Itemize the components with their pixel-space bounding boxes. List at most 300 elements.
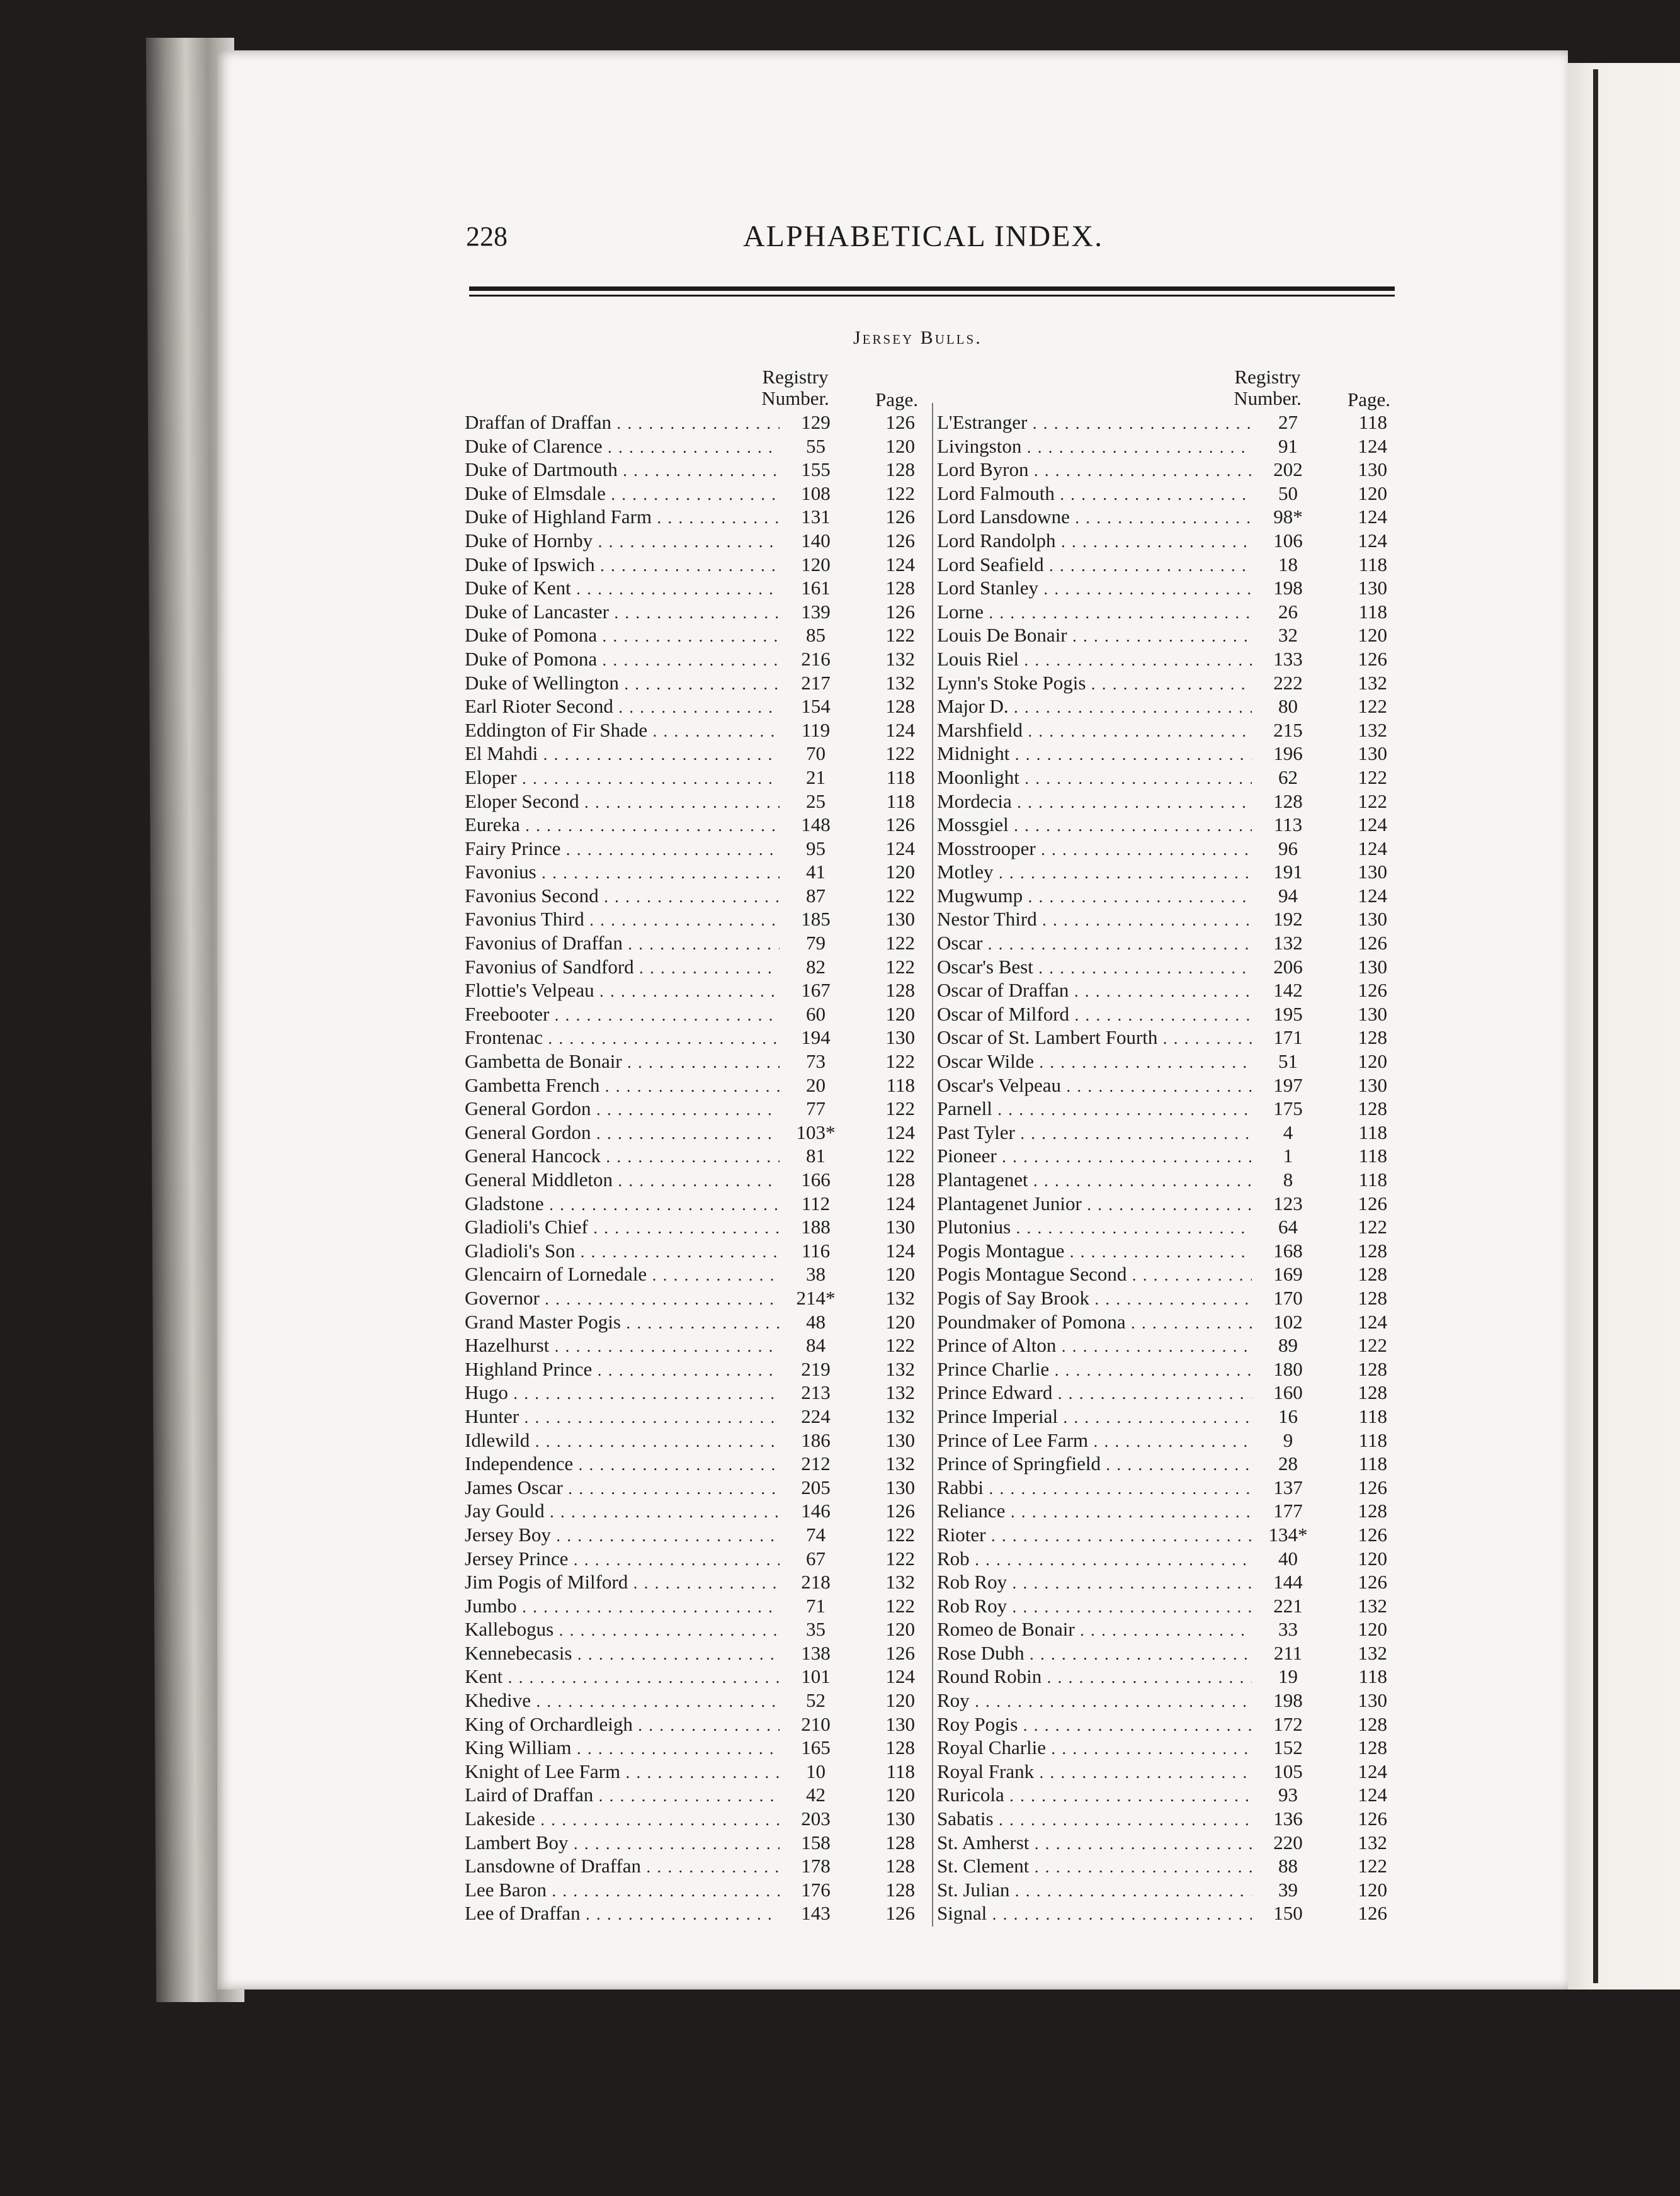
registry-number: 185 (801, 908, 831, 931)
page-reference: 132 (885, 1405, 915, 1427)
entry-name: Independence . . . (465, 1452, 780, 1477)
index-entry (937, 837, 1390, 861)
registry-number: 116 (801, 1239, 831, 1262)
index-entry (937, 790, 1390, 813)
page-reference: 124 (1358, 813, 1387, 836)
registry-number: 25 (806, 790, 826, 812)
index-entry (937, 647, 1390, 671)
page-reference: 130 (885, 1808, 915, 1830)
entry-name: Prince of Alton . . . (937, 1333, 1252, 1359)
entry-name: Rabbi . . . (937, 1476, 1252, 1501)
index-entry (465, 694, 918, 718)
index-entry (937, 1144, 1390, 1168)
entry-name: Duke of Elmsdale . . . (465, 482, 780, 507)
entry-name: Past Tyler . . . (937, 1121, 1252, 1146)
page-reference: 118 (1358, 411, 1387, 433)
entry-name: Jim Pogis of Milford . . . (465, 1570, 780, 1595)
page-reference: 124 (885, 1239, 915, 1262)
registry-number: 80 (1278, 695, 1298, 718)
index-entry (465, 1429, 918, 1452)
index-entry (937, 1097, 1390, 1121)
page-header: Page. (875, 388, 918, 410)
index-entry (465, 860, 918, 884)
entry-name: Idlewild . . . (465, 1429, 780, 1454)
entry-name: Hazelhurst . . . (465, 1333, 780, 1359)
index-entry (465, 1452, 918, 1476)
index-entry (937, 1452, 1390, 1476)
page-reference: 130 (1358, 1689, 1387, 1712)
registry-number: 192 (1273, 908, 1303, 931)
registry-label: Registry (762, 366, 829, 388)
entry-name: Plantagenet Junior . . . (937, 1192, 1252, 1217)
registry-number: 48 (806, 1310, 826, 1333)
registry-number: 133 (1273, 647, 1303, 670)
page-reference: 132 (885, 1286, 915, 1309)
entry-name: Oscar of Milford . . . (937, 1002, 1252, 1027)
registry-number: 79 (806, 932, 826, 954)
page-reference: 122 (885, 1523, 915, 1546)
registry-number: 70 (806, 742, 826, 765)
page-reference: 128 (1358, 1239, 1387, 1262)
entry-name: Plantagenet . . . (937, 1168, 1252, 1193)
page-reference: 128 (1358, 1286, 1387, 1309)
entry-name: St. Clement . . . (937, 1854, 1252, 1879)
page-reference: 130 (885, 1216, 915, 1238)
entry-name: Lord Byron . . . (937, 458, 1252, 483)
page-reference: 128 (885, 1855, 915, 1877)
registry-number: 28 (1278, 1452, 1298, 1475)
registry-number: 165 (801, 1736, 831, 1759)
entry-name: Major D. . . . (937, 694, 1252, 720)
entry-name: Duke of Pomona . . . (465, 647, 780, 672)
page-reference: 118 (1358, 553, 1387, 575)
entry-name: Lynn's Stoke Pogis . . . (937, 671, 1252, 696)
registry-number: 131 (801, 506, 831, 528)
page-reference: 128 (885, 458, 915, 481)
registry-number: 206 (1273, 955, 1303, 978)
index-entry (937, 1429, 1390, 1452)
index-entry (937, 1476, 1390, 1500)
entry-name: Moonlight . . . (937, 766, 1252, 791)
page-reference: 126 (885, 1641, 915, 1664)
entry-name: Royal Frank . . . (937, 1760, 1252, 1785)
index-entry (465, 1854, 918, 1878)
index-entry (465, 955, 918, 979)
entry-name: King of Orchardleigh . . . (465, 1712, 780, 1738)
index-entry (465, 1097, 918, 1121)
index-entry (937, 1333, 1390, 1357)
registry-number: 55 (806, 434, 826, 457)
registry-number: 96 (1278, 837, 1298, 859)
entry-name: Jay Gould . . . (465, 1499, 780, 1524)
entry-name: Draffan of Draffan . . . (465, 410, 780, 436)
page-reference: 128 (885, 979, 915, 1002)
registry-number: 93 (1278, 1784, 1298, 1806)
entry-name: Rose Dubh . . . (937, 1641, 1252, 1667)
index-entry (465, 1286, 918, 1310)
registry-number: 77 (806, 1097, 826, 1120)
registry-number: 128 (1273, 790, 1303, 812)
registry-number: 170 (1273, 1286, 1303, 1309)
entry-name: Favonius of Draffan . . . (465, 931, 780, 956)
registry-number: 88 (1278, 1855, 1298, 1877)
registry-number: 71 (806, 1594, 826, 1617)
page-reference: 124 (1358, 434, 1387, 457)
registry-number: 50 (1278, 482, 1298, 504)
page-reference: 120 (885, 1310, 915, 1333)
entry-name: Frontenac . . . (465, 1026, 780, 1051)
index-entry (937, 482, 1390, 506)
registry-number: 35 (806, 1618, 826, 1641)
entry-name: Midnight . . . (937, 742, 1252, 767)
entry-name: Prince Charlie . . . (937, 1357, 1252, 1383)
registry-number: 175 (1273, 1097, 1303, 1120)
page-reference: 120 (885, 861, 915, 883)
index-entry (937, 600, 1390, 624)
registry-number: 91 (1278, 434, 1298, 457)
registry-number: 198 (1273, 1689, 1303, 1712)
page-reference: 118 (886, 1073, 915, 1096)
page-reference: 126 (1358, 1902, 1387, 1925)
registry-number: 155 (801, 458, 831, 481)
entry-name: Pogis of Say Brook . . . (937, 1286, 1252, 1311)
index-entry (465, 1831, 918, 1855)
index-entry (465, 1783, 918, 1807)
page-reference: 130 (1358, 861, 1387, 883)
entry-name: Pioneer . . . (937, 1144, 1252, 1169)
index-entry (937, 1499, 1390, 1523)
registry-number: 146 (801, 1500, 831, 1522)
column-header-right (937, 366, 1390, 410)
registry-number: 62 (1278, 766, 1298, 788)
page-reference: 118 (1358, 1145, 1387, 1167)
page-reference: 122 (885, 742, 915, 765)
page-reference: 122 (1358, 695, 1387, 718)
index-entry (465, 1002, 918, 1026)
registry-number: 132 (1273, 932, 1303, 954)
index-entry (937, 718, 1390, 742)
page-reference: 130 (885, 1429, 915, 1451)
index-entry (937, 434, 1390, 458)
entry-name: Rob Roy . . . (937, 1570, 1252, 1595)
index-entry (937, 1547, 1390, 1571)
page-reference: 126 (1358, 932, 1387, 954)
registry-number: 27 (1278, 411, 1298, 433)
entry-name: Mordecia . . . (937, 790, 1252, 815)
registry-number: 106 (1273, 529, 1303, 552)
page-reference: 124 (885, 1665, 915, 1688)
index-entry (937, 576, 1390, 600)
registry-number: 8 (1283, 1169, 1293, 1191)
page-reference: 120 (885, 1002, 915, 1025)
page-reference: 124 (1358, 1760, 1387, 1782)
page-reference: 128 (885, 1878, 915, 1901)
index-entry (937, 1901, 1390, 1925)
page-reference: 126 (885, 600, 915, 623)
registry-number: 42 (806, 1784, 826, 1806)
entry-name: L'Estranger . . . (937, 410, 1252, 436)
index-entry (937, 766, 1390, 790)
page-reference: 124 (885, 837, 915, 859)
registry-number: 213 (801, 1381, 831, 1404)
registry-number: 166 (801, 1169, 831, 1191)
registry-number: 176 (801, 1878, 831, 1901)
entry-name: Louis Riel . . . (937, 647, 1252, 672)
entry-name: Jersey Prince . . . (465, 1547, 780, 1572)
entry-name: Ruricola . . . (937, 1783, 1252, 1808)
registry-number: 60 (806, 1002, 826, 1025)
entry-name: Duke of Hornby . . . (465, 529, 780, 554)
page-reference: 132 (885, 1381, 915, 1404)
page-reference: 120 (1358, 1050, 1387, 1073)
entry-name: Eddington of Fir Shade . . . (465, 718, 780, 744)
index-entry (465, 766, 918, 790)
registry-label: Registry (1234, 366, 1301, 388)
entry-name: King William . . . (465, 1736, 780, 1761)
index-entry (465, 1760, 918, 1784)
registry-number: 178 (801, 1855, 831, 1877)
page-reference: 130 (885, 1026, 915, 1049)
registry-number: 16 (1278, 1405, 1298, 1427)
entry-name: Knight of Lee Farm . . . (465, 1760, 780, 1785)
index-entry (465, 907, 918, 931)
index-entry (465, 1617, 918, 1641)
index-entry (465, 1665, 918, 1689)
registry-number: 19 (1278, 1665, 1298, 1688)
registry-number: 98* (1273, 506, 1303, 528)
registry-number: 9 (1283, 1429, 1293, 1451)
entry-name: Livingston . . . (937, 434, 1252, 460)
page-reference: 132 (1358, 1641, 1387, 1664)
registry-number: 10 (806, 1760, 826, 1782)
entry-name: Eloper Second . . . (465, 790, 780, 815)
entry-name: Oscar Wilde . . . (937, 1050, 1252, 1075)
registry-number: 138 (801, 1641, 831, 1664)
index-entry (465, 1547, 918, 1571)
page-reference: 130 (1358, 1002, 1387, 1025)
entry-name: Pogis Montague Second . . . (937, 1262, 1252, 1288)
page-header: Page. (1347, 388, 1390, 410)
index-entry (465, 600, 918, 624)
registry-number: 136 (1273, 1808, 1303, 1830)
entry-name: Prince Imperial . . . (937, 1405, 1252, 1430)
index-column-left (465, 366, 918, 1925)
entry-name: Duke of Clarence . . . (465, 434, 780, 460)
index-list-left (465, 410, 918, 1925)
page-reference: 124 (1358, 837, 1387, 859)
page-reference: 128 (1358, 1712, 1387, 1735)
entry-name: St. Julian . . . (937, 1878, 1252, 1903)
entry-name: Pogis Montague . . . (937, 1239, 1252, 1264)
registry-number: 81 (806, 1145, 826, 1167)
header-rule-thin (469, 295, 1395, 297)
registry-number: 51 (1278, 1050, 1298, 1073)
index-entry (465, 1310, 918, 1334)
entry-name: Highland Prince . . . (465, 1357, 780, 1383)
page-reference: 126 (1358, 1523, 1387, 1546)
page-reference: 120 (885, 1263, 915, 1286)
page-reference: 124 (1358, 884, 1387, 907)
entry-name: Lord Falmouth . . . (937, 482, 1252, 507)
index-entry (937, 1239, 1390, 1263)
index-entry (937, 1523, 1390, 1547)
registry-number: 186 (801, 1429, 831, 1451)
page-number: 228 (466, 221, 508, 252)
index-entry (937, 1121, 1390, 1145)
index-entry (937, 907, 1390, 931)
registry-number: 214* (796, 1286, 836, 1309)
index-entry (937, 931, 1390, 955)
entry-name: Lord Randolph . . . (937, 529, 1252, 554)
index-entry (465, 1594, 918, 1618)
registry-number: 197 (1273, 1073, 1303, 1096)
header-rule-thick (469, 286, 1395, 291)
index-entry (937, 1073, 1390, 1097)
index-entry (937, 1760, 1390, 1784)
registry-number: 40 (1278, 1547, 1298, 1570)
page-reference: 122 (885, 1050, 915, 1073)
index-entry (937, 623, 1390, 647)
index-entry (465, 931, 918, 955)
page-reference: 128 (1358, 1357, 1387, 1380)
entry-name: Duke of Kent . . . (465, 576, 780, 601)
index-entry (937, 529, 1390, 553)
registry-number: 21 (806, 766, 826, 788)
registry-number: 85 (806, 624, 826, 647)
registry-number: 152 (1273, 1736, 1303, 1759)
page-reference: 124 (885, 1121, 915, 1143)
page-reference: 130 (1358, 1073, 1387, 1096)
index-entry (465, 978, 918, 1002)
registry-number: 89 (1278, 1334, 1298, 1357)
page-reference: 118 (1358, 1665, 1387, 1688)
page-reference: 130 (1358, 458, 1387, 481)
entry-name: Oscar . . . (937, 931, 1252, 956)
page-reference: 130 (1358, 908, 1387, 931)
index-entry (937, 1807, 1390, 1831)
page-reference: 126 (1358, 1476, 1387, 1498)
registry-number: 188 (801, 1216, 831, 1238)
index-entry (937, 1689, 1390, 1712)
index-entry (937, 884, 1390, 908)
index-entry (465, 1570, 918, 1594)
registry-number: 1 (1283, 1145, 1293, 1167)
index-entry (937, 458, 1390, 482)
page-reference: 128 (1358, 1263, 1387, 1286)
registry-number: 210 (801, 1712, 831, 1735)
page-reference: 118 (1358, 600, 1387, 623)
entry-name: Khedive . . . (465, 1689, 780, 1714)
index-entry (465, 410, 918, 434)
page-reference: 118 (1358, 1405, 1387, 1427)
registry-number: 224 (801, 1405, 831, 1427)
page-reference: 126 (1358, 1571, 1387, 1593)
index-entry (465, 647, 918, 671)
registry-number: 215 (1273, 718, 1303, 741)
page-reference: 124 (1358, 1310, 1387, 1333)
index-entry (465, 1239, 918, 1263)
index-entry (937, 1262, 1390, 1286)
running-title: ALPHABETICAL INDEX. (743, 220, 1104, 253)
entry-name: Nestor Third . . . (937, 907, 1252, 932)
index-entry (465, 1807, 918, 1831)
page-reference: 124 (885, 1192, 915, 1214)
registry-number: 139 (801, 600, 831, 623)
entry-name: Gambetta French . . . (465, 1073, 780, 1099)
index-entry (465, 434, 918, 458)
entry-name: Duke of Wellington . . . (465, 671, 780, 696)
registry-number: 171 (1273, 1026, 1303, 1049)
index-entry (937, 1878, 1390, 1902)
index-entry (465, 1050, 918, 1073)
registry-number: 150 (1273, 1902, 1303, 1925)
page-reference: 118 (886, 1760, 915, 1782)
entry-name: General Hancock . . . (465, 1144, 780, 1169)
registry-number: 158 (801, 1831, 831, 1854)
registry-number: 203 (801, 1808, 831, 1830)
registry-number: 73 (806, 1050, 826, 1073)
entry-name: General Gordon . . . (465, 1097, 780, 1122)
page-reference: 126 (885, 506, 915, 528)
page-reference: 122 (1358, 1216, 1387, 1238)
page-reference: 132 (1358, 718, 1387, 741)
registry-number: 169 (1273, 1263, 1303, 1286)
entry-name: Gladstone . . . (465, 1192, 780, 1217)
page-reference: 128 (885, 577, 915, 599)
page-reference: 118 (1358, 1429, 1387, 1451)
entry-name: Round Robin . . . (937, 1665, 1252, 1690)
registry-number: 102 (1273, 1310, 1303, 1333)
registry-number: 194 (801, 1026, 831, 1049)
entry-name: Freebooter . . . (465, 1002, 780, 1027)
entry-name: Prince of Lee Farm . . . (937, 1429, 1252, 1454)
registry-number: 82 (806, 955, 826, 978)
registry-number: 191 (1273, 861, 1303, 883)
entry-name: Favonius . . . (465, 860, 780, 885)
entry-name: Rob Roy . . . (937, 1594, 1252, 1619)
registry-number: 168 (1273, 1239, 1303, 1262)
registry-number: 202 (1273, 458, 1303, 481)
page-reference: 118 (1358, 1452, 1387, 1475)
entry-name: Hunter . . . (465, 1405, 780, 1430)
section-title: Jersey Bulls. (853, 327, 982, 348)
entry-name: Signal . . . (937, 1901, 1252, 1927)
page-reference: 128 (1358, 1026, 1387, 1049)
page-reference: 122 (885, 1145, 915, 1167)
entry-name: Prince Edward . . . (937, 1381, 1252, 1406)
entry-name: James Oscar . . . (465, 1476, 780, 1501)
entry-name: Prince of Springfield . . . (937, 1452, 1252, 1477)
page-reference: 124 (1358, 529, 1387, 552)
index-entry (937, 505, 1390, 529)
page-reference: 122 (1358, 1334, 1387, 1357)
page-reference: 122 (1358, 766, 1387, 788)
page-reference: 128 (1358, 1500, 1387, 1522)
index-entry (937, 1854, 1390, 1878)
index-entry (465, 1689, 918, 1712)
index-entry (465, 1499, 918, 1523)
entry-name: Lee of Draffan . . . (465, 1901, 780, 1927)
registry-number: 160 (1273, 1381, 1303, 1404)
entry-name: Royal Charlie . . . (937, 1736, 1252, 1761)
index-entry (937, 1357, 1390, 1381)
entry-name: Hugo . . . (465, 1381, 780, 1406)
registry-number: 143 (801, 1902, 831, 1925)
registry-number: 196 (1273, 742, 1303, 765)
index-entry (465, 505, 918, 529)
index-entry (465, 1405, 918, 1429)
registry-number: 95 (806, 837, 826, 859)
